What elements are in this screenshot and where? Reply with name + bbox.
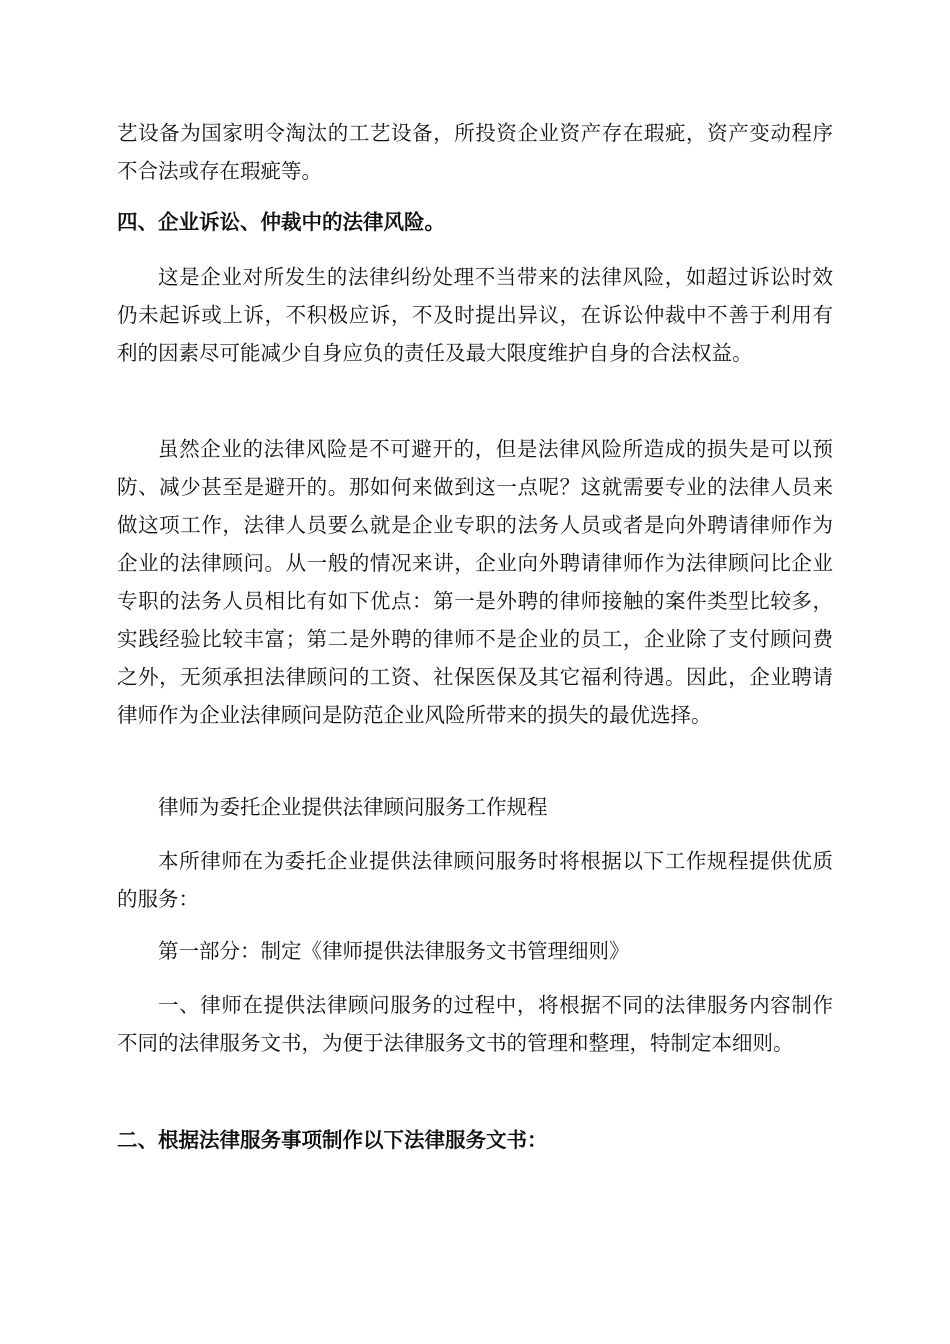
section-heading-document-list: 二、根据法律服务事项制作以下法律服务文书： [117, 1128, 548, 1152]
paragraph-rule-one: 一、律师在提供法律顾问服务的过程中，将根据不同的法律服务内容制作不同的法律服务文书，为便于法律服务文书的管理和整理，特制定本细则。 [117, 993, 833, 1055]
paragraph-work-rules-title: 律师为委托企业提供法律顾问服务工作规程 [158, 795, 548, 819]
paragraph-service-intro: 本所律师在为委托企业提供法律顾问服务时将根据以下工作规程提供优质的服务： [117, 849, 833, 911]
section-heading-litigation-risk: 四、企业诉讼、仲裁中的法律风险。 [117, 210, 445, 234]
paragraph-legal-counsel-advantages: 虽然企业的法律风险是不可避开的，但是法律风险所造成的损失是可以预防、减少甚至是避开的。那如何来做到这一点呢？这就需要专业的法律人员来做这项工作，法律人员要么就是企业专职的法务人员或者是向外聘请律师作为企业的法律顾问。从一般的情况来讲，企业向外聘请律师作为法律顾问比企业专职的法务人员相比有如下优点：第一是外聘的律师接触的案件类型比较多，实践经验比较丰富；第二是外聘的律师不是企业的员工，企业除了支付顾问费之外，无须承担法律顾问的工资、社保医保及其它福利待遇。因此，企业聘请律师作为企业法律顾问是防范企业风险所带来的损失的最优选择。 [117, 437, 833, 727]
paragraph-continuation: 艺设备为国家明令淘汰的工艺设备，所投资企业资产存在瑕疵，资产变动程序不合法或存在瑕疵等。 [117, 121, 833, 183]
paragraph-litigation-risk: 这是企业对所发生的法律纠纷处理不当带来的法律风险，如超过诉讼时效仍未起诉或上诉，不积极应诉，不及时提出异议，在诉讼仲裁中不善于利用有利的因素尽可能减少自身应负的责任及最大限度维护自身的合法权益。 [117, 265, 833, 365]
paragraph-part-one-title: 第一部分：制定《律师提供法律服务文书管理细则》 [158, 939, 630, 963]
